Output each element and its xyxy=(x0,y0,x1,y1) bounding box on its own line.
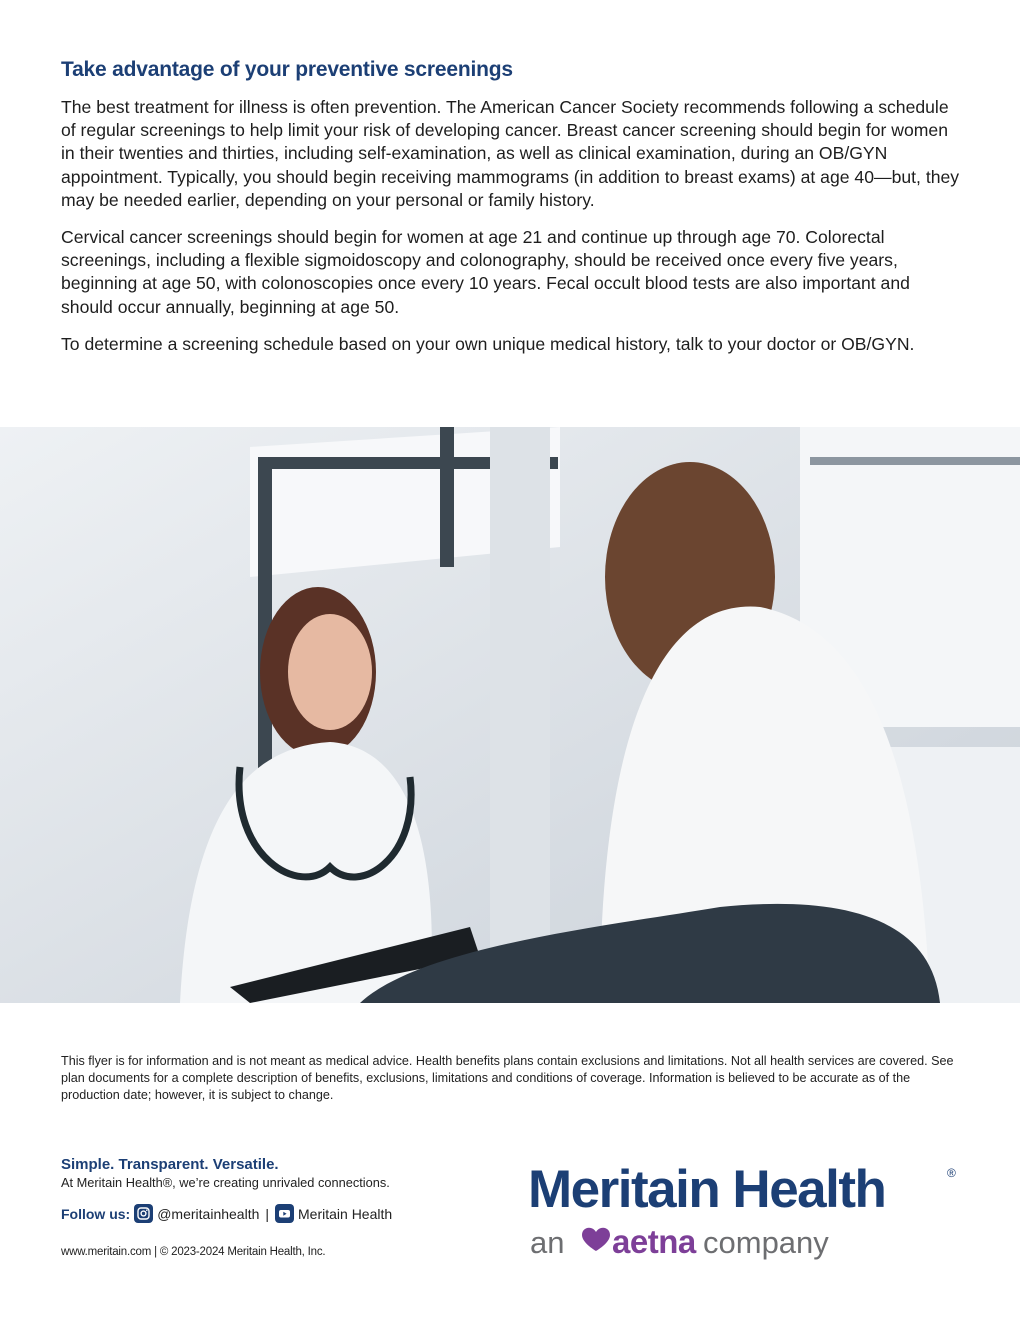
disclaimer: This flyer is for information and is not meant as medical advice. Health benefits plans contain exclusions and limitations. Not all health services are covered. See plan documents for a complete description of benefits, exclusions, limitations and conditions of coverage. Information is believed to be accurate as of the production date; however, it is subject to change. xyxy=(61,1054,954,1102)
instagram-handle-link[interactable]: @meritainhealth xyxy=(157,1205,260,1222)
meritain-aetna-logo xyxy=(528,1155,968,1265)
logo-brand: Meritain Health xyxy=(528,1160,886,1219)
article xyxy=(61,58,966,370)
instagram-icon[interactable] xyxy=(134,1204,153,1223)
youtube-channel-link[interactable]: Meritain Health xyxy=(298,1205,393,1222)
separator: | xyxy=(265,1205,270,1222)
paragraph-breast-screening: The best treatment for illness is often prevention. The American Cancer Society recommends following a schedule of regular screenings to help limit your risk of developing cancer. Breast cancer screening should begin for women in their twenties and thirties, including self-examination, as well as clinical examination, during an OB/GYN appointment. Typically, you should begin receiving mammograms (in addition to breast exams) at age 40—but, they may be needed earlier, depending on your personal or family history. xyxy=(61,97,960,210)
follow-label: Follow us: xyxy=(61,1205,131,1222)
heart-icon xyxy=(582,1228,610,1251)
article-heading: Take advantage of your preventive screenings xyxy=(61,58,513,81)
logo-suffix: company xyxy=(703,1225,829,1260)
tagline: Simple. Transparent. Versatile. xyxy=(61,1156,279,1173)
social-follow xyxy=(61,1204,392,1223)
paragraph-cervical-colorectal: Cervical cancer screenings should begin for women at age 21 and continue up through age 70. Colorectal screenings, including a flexible sigmoidoscopy and colonography, should be received once every five years, beginning at age 50, with colonoscopies once every 10 years. Fecal occult blood tests are also important and should occur annually, beginning at age 50. xyxy=(61,227,910,317)
paragraph-consult-doctor: To determine a screening schedule based on your own unique medical history, talk to your doctor or OB/GYN. xyxy=(61,333,915,354)
tagline-subline: At Meritain Health®, we’re creating unrivaled connections. xyxy=(61,1175,390,1190)
youtube-icon[interactable] xyxy=(275,1204,294,1223)
legal-line: www.meritain.com | © 2023-2024 Meritain Health, Inc. xyxy=(61,1246,326,1258)
doctor-patient-photo xyxy=(0,427,1020,1003)
logo-partner: aetna xyxy=(612,1223,696,1260)
logo-prefix: an xyxy=(530,1225,565,1260)
logo-registered: ® xyxy=(947,1166,956,1180)
